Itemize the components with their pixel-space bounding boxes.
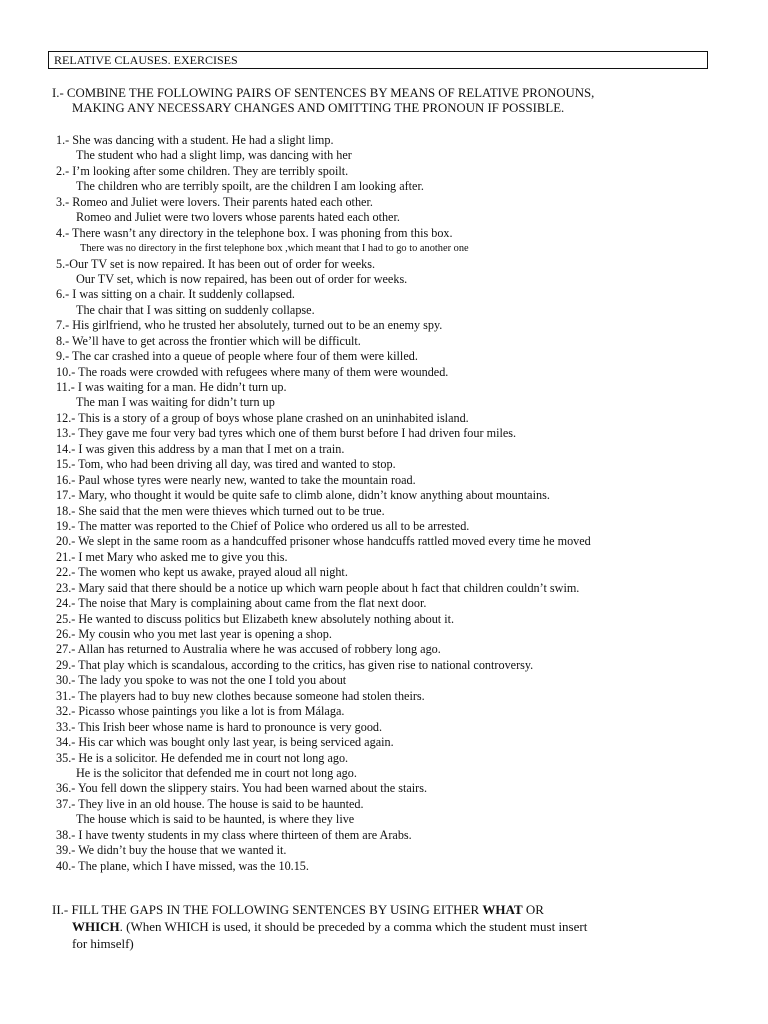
keyword-what: WHAT	[482, 902, 523, 917]
exercise-item: 30.- The lady you spoke to was not the one I told you about	[56, 673, 347, 688]
exercise-item: 35.- He is a solicitor. He defended me in court not long ago.	[56, 750, 349, 765]
exercise-item: 31.- The players had to buy new clothes because someone had stolen theirs.	[56, 688, 425, 703]
exercise-answer: The student who had a slight limp, was dancing with her	[76, 148, 352, 163]
section-2-line-1-prefix: II.- FILL THE GAPS IN THE FOLLOWING SENTENCES BY USING EITHER	[52, 902, 483, 917]
exercise-item: 37.- They live in an old house. The house is said to be haunted.	[56, 796, 364, 811]
exercise-answer: The man I was waiting for didn’t turn up	[76, 395, 275, 410]
exercise-item: 21.- I met Mary who asked me to give you this.	[56, 549, 288, 564]
exercise-item: 22.- The women who kept us awake, prayed aloud all night.	[56, 565, 348, 580]
exercise-item: 8.- We’ll have to get across the frontier which will be difficult.	[56, 333, 361, 348]
exercise-item: 36.- You fell down the slippery stairs. You had been warned about the stairs.	[56, 781, 427, 796]
exercise-item: 26.- My cousin who you met last year is opening a shop.	[56, 627, 332, 641]
section-2-line-2-rest: . (When WHICH is used, it should be preceded by a comma which the student must insert	[119, 919, 588, 934]
exercise-item: 38.- I have twenty students in my class where thirteen of them are Arabs.	[56, 827, 412, 842]
exercise-item: 27.- Allan has returned to Australia where he was accused of robbery long ago.	[56, 642, 441, 657]
exercise-item: 20.- We slept in the same room as a handcuffed prisoner whose handcuffs rattled moved every time he moved	[56, 534, 591, 549]
exercise-item: 4.- There wasn’t any directory in the telephone box. I was phoning from this box.	[56, 225, 453, 240]
section-2-line-3: for himself)	[72, 936, 134, 951]
exercise-item: 14.- I was given this address by a man that I met on a train.	[56, 441, 345, 456]
exercise-answer: There was no directory in the first telephone box ,which meant that I had to go to another one	[80, 243, 469, 255]
exercise-item: 13.- They gave me four very bad tyres which one of them burst before I had driven four miles.	[56, 426, 517, 441]
section-1-heading-line-1: I.- COMBINE THE FOLLOWING PAIRS OF SENTENCES BY MEANS OF RELATIVE PRONOUNS,	[52, 86, 595, 100]
exercise-item: 34.- His car which was bought only last year, is being serviced again.	[56, 735, 394, 750]
exercise-item: 33.- This Irish beer whose name is hard to pronounce is very good.	[56, 719, 383, 734]
section-1-heading-line-2: MAKING ANY NECESSARY CHANGES AND OMITTING THE PRONOUN IF POSSIBLE.	[72, 101, 565, 115]
exercise-answer: Our TV set, which is now repaired, has been out of order for weeks.	[76, 271, 408, 286]
exercise-item: 7.- His girlfriend, who he trusted her absolutely, turned out to be an enemy spy.	[56, 318, 443, 333]
keyword-which: WHICH	[72, 919, 120, 934]
exercise-item: 25.- He wanted to discuss politics but Elizabeth knew absolutely nothing about it.	[56, 611, 455, 626]
section-2-heading	[52, 901, 662, 952]
exercise-item: 12.- This is a story of a group of boys whose plane crashed on an uninhabited island.	[56, 410, 469, 425]
exercise-item: 24.- The noise that Mary is complaining about came from the flat next door.	[56, 596, 427, 611]
exercise-list	[56, 133, 746, 874]
exercise-answer: The chair that I was sitting on suddenly collapse.	[76, 302, 315, 317]
exercise-item: 16.- Paul whose tyres were nearly new, wanted to take the mountain road.	[56, 472, 416, 487]
exercise-item: 32.- Picasso whose paintings you like a lot is from Málaga.	[56, 704, 345, 719]
section-2-line-2	[52, 918, 662, 935]
exercise-item: 6.- I was sitting on a chair. It suddenly collapsed.	[56, 287, 295, 302]
exercise-item: 29.- That play which is scandalous, according to the critics, has given rise to national controversy.	[56, 657, 534, 672]
exercise-item: 10.- The roads were crowded with refugees where many of them were wounded.	[56, 364, 449, 379]
exercise-item: 3.- Romeo and Juliet were lovers. Their parents hated each other.	[56, 194, 373, 209]
exercise-item: 15.- Tom, who had been driving all day, was tired and wanted to stop.	[56, 457, 396, 472]
exercise-item: 1.- She was dancing with a student. He had a slight limp.	[56, 133, 334, 147]
exercise-item: 5.-Our TV set is now repaired. It has been out of order for weeks.	[56, 256, 376, 271]
exercise-item: 17.- Mary, who thought it would be quite safe to climb alone, didn’t know anything about mountains.	[56, 488, 550, 503]
exercise-answer: He is the solicitor that defended me in court not long ago.	[76, 765, 357, 780]
section-1-heading	[52, 86, 692, 116]
exercise-item: 9.- The car crashed into a queue of people where four of them were killed.	[56, 349, 418, 364]
exercise-item: 39.- We didn’t buy the house that we wanted it.	[56, 843, 287, 858]
exercise-answer: The house which is said to be haunted, is where they live	[76, 812, 355, 827]
exercise-item: 18.- She said that the men were thieves which turned out to be true.	[56, 503, 385, 518]
exercise-item: 40.- The plane, which I have missed, was the 10.15.	[56, 858, 309, 873]
exercise-item: 11.- I was waiting for a man. He didn’t turn up.	[56, 380, 287, 394]
exercise-item: 19.- The matter was reported to the Chief of Police who ordered us all to be arrested.	[56, 518, 470, 533]
exercise-answer: Romeo and Juliet were two lovers whose parents hated each other.	[76, 210, 400, 225]
exercise-answer: The children who are terribly spoilt, are the children I am looking after.	[76, 179, 424, 194]
exercise-item: 23.- Mary said that there should be a notice up which warn people about h fact that children couldn’t swim.	[56, 580, 580, 595]
section-2-line-1-or: OR	[522, 902, 544, 917]
exercise-item: 2.- I’m looking after some children. They are terribly spoilt.	[56, 163, 349, 178]
page-title: RELATIVE CLAUSES. EXERCISES	[48, 51, 708, 69]
